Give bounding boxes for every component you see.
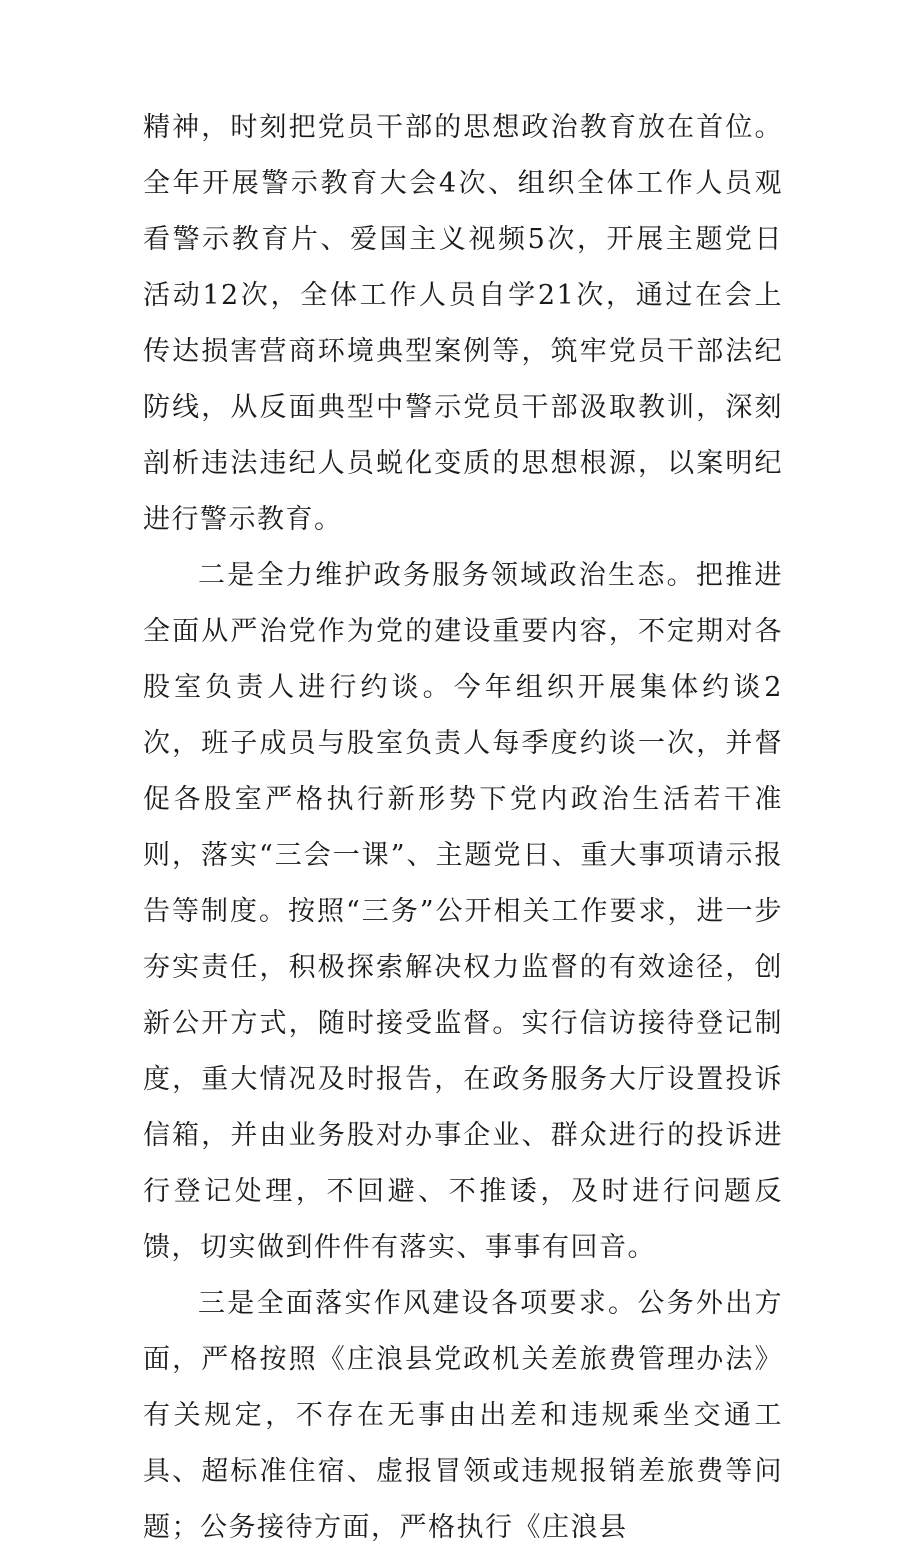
paragraph-political-ecology: 二是全力维护政务服务领域政治生态。把推进全面从严治党作为党的建设重要内容，不定期对各股室负责人进行约谈。今年组织开展集体约谈2次，班子成员与股室负责人每季度约谈一次，并督促各股室严格执行新形势下党内政治生活若干准则，落实“三会一课”、主题党日、重大事项请示报告等制度。按照“三务”公开相关工作要求，进一步夯实责任，积极探索解决权力监督的有效途径，创新公开方式，随时接受监督。实行信访接待登记制度，重大情况及时报告，在政务服务大厅设置投诉信箱，并由业务股对办事企业、群众进行的投诉进行登记处理，不回避、不推诿，及时进行问题反馈，切实做到件件有落实、事事有回音。 [143,560,783,1263]
paragraph-continuation: 精神，时刻把党员干部的思想政治教育放在首位。全年开展警示教育大会4次、组织全体工作人员观看警示教育片、爱国主义视频5次，开展主题党日活动12次，全体工作人员自学21次，通过在会上传达损害营商环境典型案例等，筑牢党员干部法纪防线，从反面典型中警示党员干部汲取教训，深刻剖析违法违纪人员蜕化变质的思想根源，以案明纪进行警示教育。 [143,112,783,535]
document-body [143,100,783,1556]
paragraph-work-style: 三是全面落实作风建设各项要求。公务外出方面，严格按照《庄浪县党政机关差旅费管理办法》有关规定，不存在无事由出差和违规乘坐交通工具、超标准住宿、虚报冒领或违规报销差旅费等问题；公务接待方面，严格执行《庄浪县 [143,1288,783,1543]
